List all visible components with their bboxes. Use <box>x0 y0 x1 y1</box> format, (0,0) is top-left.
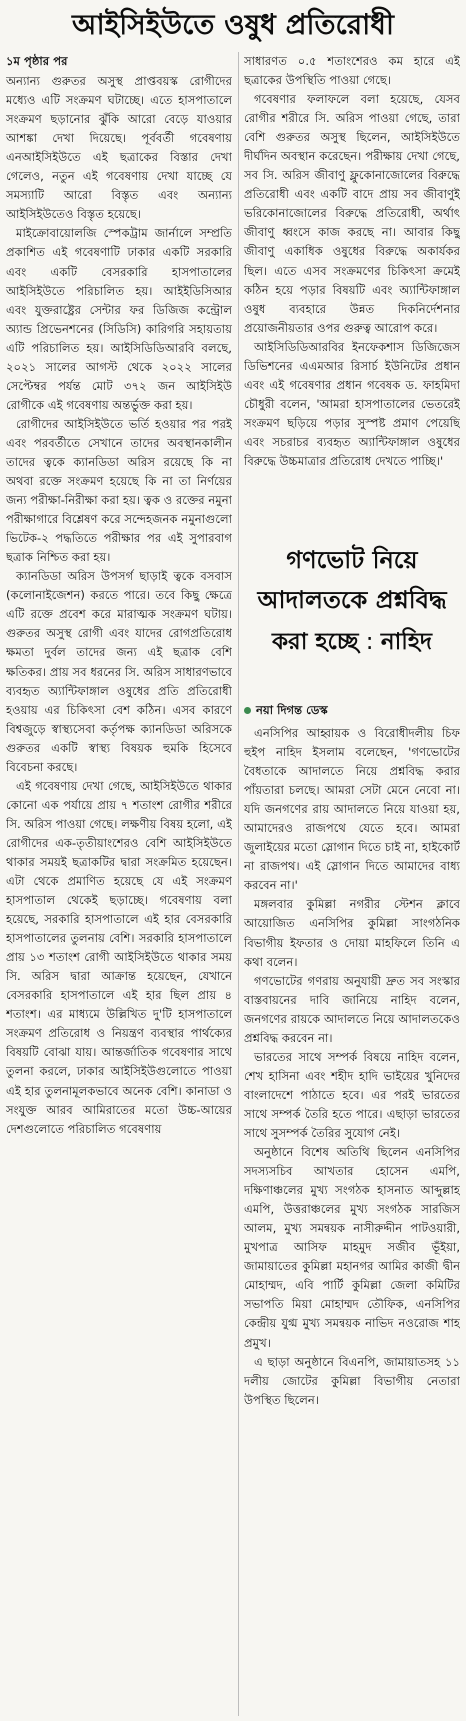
story2-headline <box>244 540 460 664</box>
column-divider <box>238 52 239 1716</box>
story1-paragraph: মাইক্রোবায়োলজি স্পেকট্রাম জার্নালে সম্প্রতি প্রকাশিত এই গবেষণাটি ঢাকার একটি সরকারি এবং একটি বেসরকারি হাসপাতালের আইসিইউতে পরিচালিত হয়। আইইডিসিআর এবং যুক্তরাষ্ট্রের সেন্টার ফর ডিজিজ কন্ট্রোল অ্যান্ড প্রিভেনশনের (সিডিসি) কারিগরি সহায়তায় এটি পরিচালিত হয়। আইসিডিডিআরবি বলছে, ২০২১ সালের আগস্ট থেকে ২০২২ সালের সেপ্টেম্বর পর্যন্ত মোট ৩৭২ জন আইসিইউ রোগীকে এই গবেষণায় অন্তর্ভুক্ত করা হয়। <box>6 226 232 412</box>
story1-paragraph: অন্যান্য গুরুতর অসুস্থ প্রাপ্তবয়স্ক রোগীদের মধ্যেও এটি সংক্রমণ ঘটাচ্ছে। এতে হাসপাতালে সংক্রমণ ছড়ানোর ঝুঁকি আরো বেড়ে যাওয়ার আশঙ্কা দেখা দিয়েছে। পূর্ববর্তী গবেষণায় এনআইসিইউতে এই ছত্রাকের বিস্তার দেখা গেলেও, নতুন এই গবেষণায় দেখা যাচ্ছে যে সমস্যাটি আরো বিস্তৃত এবং অন্যান্য আইসিইউতেও বিস্তৃত হয়েছে। <box>6 74 232 222</box>
story2-headline-main: করা হচ্ছে <box>271 629 359 655</box>
bullet-icon <box>244 707 251 714</box>
story2-paragraph: এনসিপির আহ্বায়ক ও বিরোধীদলীয় চিফ হুইপ নাহিদ ইসলাম বলেছেন, 'গণভোটের বৈধতাকে আদালতে নিয়ে প্রশ্নবিদ্ধ করার পাঁয়তারা চলছে। আমরা সেটা মেনে নেবো না। যদি জনগণের রায় আদালতে নিয়ে যাওয়া হয়, আমাদেরও রাজপথে যেতে হবে। আমরা জুলাইয়ের মতো স্লোগান দিতে চাই না, হাইকোর্ট না রাজপথ। এই স্লোগান দিতে আমাদের বাধ্য করবেন না।' <box>244 726 460 893</box>
story1-paragraph: এই গবেষণায় দেখা গেছে, আইসিইউতে থাকার কোনো এক পর্যায়ে প্রায় ৭ শতাংশ রোগীর শরীরে সি. অরিস পাওয়া গেছে। লক্ষণীয় বিষয় হলো, এই রোগীদের এক-তৃতীয়াংশেরও বেশি আইসিইউতে থাকার সময়ই ছত্রাকটির দ্বারা সংক্রমিত হয়েছেন। এটা থেকে প্রমাণিত হয়েছে যে এই সংক্রমণ হাসপাতাল থেকেই ছড়াচ্ছে। গবেষণায় বলা হয়েছে, সরকারি হাসপাতালে এই হার বেসরকারি হাসপাতালের তুলনায় বেশি। সরকারি হাসপাতালে প্রায় ১৩ শতাংশ রোগী আইসিইউতে থাকার সময় সি. অরিস দ্বারা আক্রান্ত হয়েছেন, যেখানে বেসরকারি হাসপাতালে এই হার ছিল প্রায় ৪ শতাংশ। এর মাধ্যমে উল্লিখিত দু'টি হাসপাতালে সংক্রমণ প্রতিরোধ ও নিয়ন্ত্রণ ব্যবস্থার পার্থক্যের বিষয়টি বোঝা যায়। আন্তর্জাতিক গবেষণার সাথে তুলনা করলে, ঢাকার আইসিইউগুলোতে পাওয়া এই হার তুলনামূলকভাবে অনেক বেশি। কানাডা ও সংযুক্ত আরব আমিরাতের মতো উচ্চ-আয়ের দেশগুলোতে পরিচালিত গবেষণায় <box>6 778 232 1136</box>
story2-headline-separator: : <box>358 629 381 655</box>
story2-paragraph: অনুষ্ঠানে বিশেষ অতিথি ছিলেন এনসিপির সদস্যসচিব আখতার হোসেন এমপি, দক্ষিণাঞ্চলের মুখ্য সংগঠক হাসনাত আব্দুল্লাহ এমপি, উত্তরাঞ্চলের মুখ্য সংগঠক সারজিস আলম, মুখ্য সমন্বয়ক নাসীরুদ্দীন পাটওয়ারী, মুখপাত্র আসিফ মাহমুদ সজীব ভূঁইয়া, জামায়াতের কুমিল্লা মহানগর আমির কাজী দ্বীন মোহাম্মদ, এবি পার্টি কুমিল্লা জেলা কমিটির সভাপতি মিয়া মোহাম্মদ তৌফিক, এনসিপির কেন্দ্রীয় যুগ্ম মুখ্য সমন্বয়ক নাভিদ নওরোজ শাহ প্রমুখ। <box>244 1145 460 1350</box>
story2-headline-line3 <box>244 620 460 664</box>
story2-paragraph: ভারতের সাথে সম্পর্ক বিষয়ে নাহিদ বলেন, শেখ হাসিনা এবং শহীদ হাদি ভাইয়ের খুনিদের বাংলাদেশে পাঠাতে হবে। এর পরই ভারতের সাথে সম্পর্ক তৈরি হতে পারে। এছাড়া ভারতের সাথে সুসম্পর্ক তৈরির সুযোগ নেই। <box>244 1049 460 1140</box>
story2-paragraph: মঙ্গলবার কুমিল্লা নগরীর স্টেশন ক্লাবে আয়োজিত এনসিপির কুমিল্লা সাংগঠনিক বিভাগীয় ইফতার ও দোয়া মাহফিলে তিনি এ কথা বলেন। <box>244 897 460 969</box>
story2-body <box>244 724 460 1716</box>
story2-headline-speaker: নাহিদ <box>380 629 433 655</box>
story2-paragraph: গণভোটের গণরায় অনুযায়ী দ্রুত সব সংস্কার বাস্তবায়নের দাবি জানিয়ে নাহিদ বলেন, জনগণের রায়কে আদালতে নিয়ে আদালতকেও প্রশ্নবিদ্ধ করবেন না। <box>244 973 460 1045</box>
story1-paragraph: সাধারণত ০.৫ শতাংশেরও কম হারে এই ছত্রাকের উপস্থিতি পাওয়া গেছে। <box>244 54 460 88</box>
story2-headline-line2: আদালতকে প্রশ্নবিদ্ধ <box>257 586 447 614</box>
story1-paragraph: রোগীদের আইসিইউতে ভর্তি হওয়ার পর পরই এবং পরবর্তীতে সেখানে তাদের অবস্থানকালীন তাদের ত্বকে ক্যানডিডা অরিস রয়েছে কি না অথবা রক্তে সংক্রমণ হয়েছে কি না তা নির্ণয়ের জন্য পরীক্ষা-নিরীক্ষা করা হয়। ত্বক ও রক্তের নমুনা পরীক্ষাগারে বিশ্লেষণ করে সন্দেহজনক নমুনাগুলো ভিটেক-২ পদ্ধতিতে পরীক্ষার পর এই সুপারবাগ ছত্রাক নিশ্চিত করা হয়। <box>6 416 232 565</box>
story1-headline: আইসিইউতে ওষুধ প্রতিরোধী <box>72 8 394 41</box>
story1-column-left <box>6 52 232 1716</box>
jump-label: ১ম পৃষ্ঠার পর <box>6 54 68 68</box>
story1-paragraph: আইসিডিডিআরবির ইনফেকশাস ডিজিজেস ডিভিশনের এএমআর রিসার্চ ইউনিটের প্রধান এবং এই গবেষণার প্রধান গবেষক ড. ফাহমিদা চৌধুরী বলেন, 'আমরা হাসপাতালের ভেতরেই সংক্রমণ ছড়িয়ে পড়ার সুস্পষ্ট প্রমাণ পেয়েছি এবং সচরাচর ব্যবহৃত অ্যান্টিফাঙ্গাল ওষুধের বিরুদ্ধে উচ্চমাত্রার প্রতিরোধ দেখতে পাচ্ছি।' <box>244 339 460 468</box>
byline-text: নয়া দিগন্ত ডেস্ক <box>256 703 328 717</box>
byline <box>244 700 460 720</box>
story2-paragraph: এ ছাড়া অনুষ্ঠানে বিএনপি, জামায়াতসহ ১১ দলীয় জোটের কুমিল্লা বিভাগীয় নেতারা উপস্থিত ছিলেন। <box>244 1354 460 1407</box>
story1-paragraph: ক্যানডিডা অরিস উপসর্গ ছাড়াই ত্বকে বসবাস (কলোনাইজেশন) করতে পারে। তবে কিছু ক্ষেত্রে এটি রক্তে প্রবেশ করে মারাত্মক সংক্রমণ ঘটায়। গুরুতর অসুস্থ রোগী এবং যাদের রোগপ্রতিরোধ ক্ষমতা দুর্বল তাদের জন্য এই ছত্রাক বেশি ক্ষতিকর। প্রায় সব ধরনের সি. অরিস সাধারণভাবে ব্যবহৃত অ্যান্টিফাঙ্গাল ওষুধের প্রতি প্রতিরোধী হওয়ায় এর চিকিৎসা বেশ কঠিন। এসব কারণে বিশ্বজুড়ে স্বাস্থ্যসেবা কর্তৃপক্ষ ক্যানডিডা অরিসকে গুরুতর একটি স্বাস্থ্য বিষয়ক হুমকি হিসেবে বিবেচনা করছে। <box>6 569 232 774</box>
story1-column-right <box>244 52 460 512</box>
story1-paragraph: গবেষণার ফলাফলে বলা হয়েছে, যেসব রোগীর শরীরে সি. অরিস পাওয়া গেছে, তারা বেশি গুরুতর অসুস্থ ছিলেন, আইসিইউতে দীর্ঘদিন অবস্থান করেছেন। পরীক্ষায় দেখা গেছে, সব সি. অরিস জীবাণু ফ্লুকোনাজোলের বিরুদ্ধে প্রতিরোধী এবং একটি বাদে প্রায় সব জীবাণুই ভরিকোনাজোলের বিরুদ্ধে প্রতিরোধী, অর্থাৎ জীবাণু ধ্বংসে কাজ করছে না। আবার কিছু জীবাণু একাধিক ওষুধের বিরুদ্ধে অকার্যকর ছিল। এতে এসব সংক্রমণের চিকিৎসা ক্রমেই কঠিন হয়ে পড়ার বিষয়টি এবং অ্যান্টিফাঙ্গাল ওষুধ ব্যবহারে উন্নত দিকনির্দেশনার প্রয়োজনীয়তার ওপর গুরুত্ব আরোপ করে। <box>244 92 460 335</box>
story2-headline-line1: গণভোট নিয়ে <box>286 546 418 574</box>
